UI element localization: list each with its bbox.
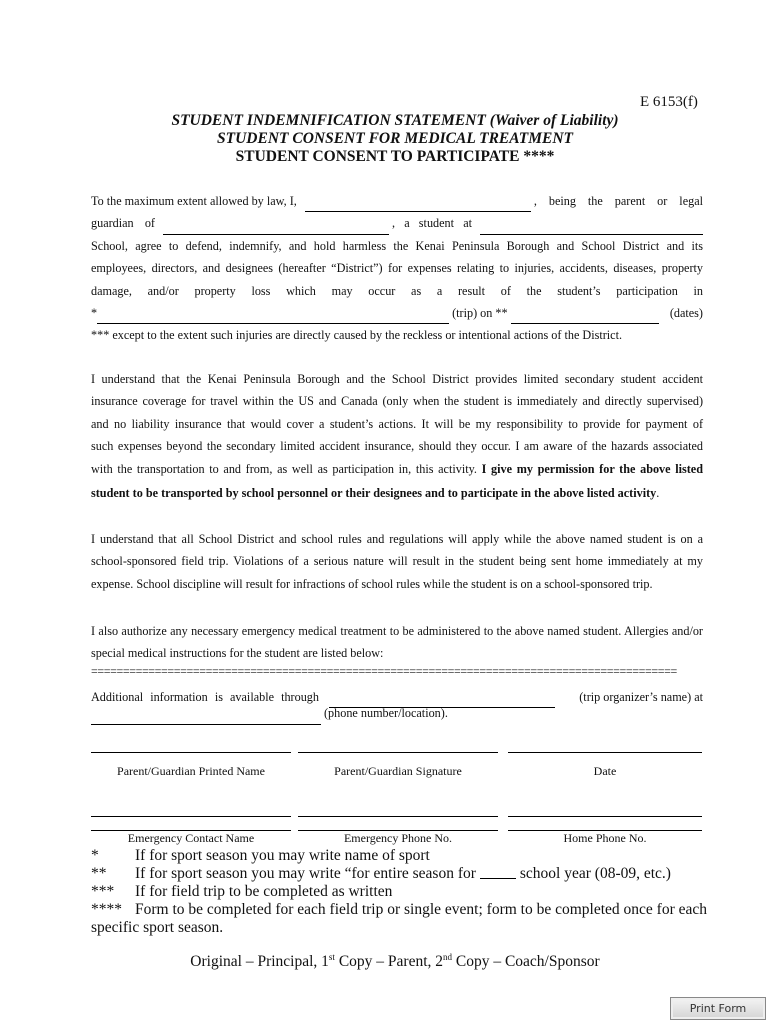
para2-line: and no liability insurance that would cover a student’s actions. It will be my responsibility to provide for payment of: [91, 416, 703, 431]
additional-text: (phone number/location).: [324, 706, 448, 721]
date-label: Date: [593, 764, 617, 778]
footnote-mark: **: [91, 865, 107, 882]
printed-name-line[interactable]: [91, 752, 291, 753]
medical-instructions-line[interactable]: ============================================================================================: [91, 664, 677, 678]
footnote-text: If for field trip to be completed as written: [135, 883, 393, 900]
indemnity-paragraph: [91, 190, 703, 347]
para2-line: such expenses beyond the secondary limited accident insurance, should they occur. I am aware of the hazards associated: [91, 439, 703, 454]
form-number: E 6153(f): [640, 94, 698, 110]
emergency-contact-line[interactable]: [91, 816, 291, 817]
signature-label: Parent/Guardian Signature: [334, 764, 462, 778]
home-phone-label: Home Phone No.: [508, 830, 702, 846]
title-medical-consent: STUDENT CONSENT FOR MEDICAL TREATMENT: [217, 130, 573, 147]
signature-line[interactable]: [298, 752, 498, 753]
rules-paragraph: I understand that all School District and school rules and regulations will apply while the above named student is on a school-sponsored field trip. Violations of a serious nature will result in the student being sent home immediately at my expense. School discipline will result for infractions of school rules while the student is on a school-sponsored trip.: [91, 532, 703, 591]
parent-name-field[interactable]: [305, 197, 531, 212]
para1-line: damage, and/or property loss which may occur as a result of the student’s participation in: [91, 283, 703, 298]
para1-text: *: [91, 305, 98, 320]
dates-field[interactable]: [511, 309, 659, 324]
footnote-text: Form to be completed for each field trip or single event; form to be completed once for each specific sport season.: [91, 901, 708, 936]
print-form-button[interactable]: Print Form: [670, 997, 766, 1020]
footnote-text: If for sport season you may write name of sport: [135, 847, 430, 864]
para2-text: with the transportation to and from, as well as participation in, this activity.: [91, 461, 477, 476]
para2-text: .: [656, 486, 660, 501]
para2-line: insurance coverage for travel within the US and Canada (only when the student is immediately and directly supervised): [91, 394, 703, 409]
permission-statement: I give my permission for the above listed: [481, 461, 703, 476]
title-participate-consent: STUDENT CONSENT TO PARTICIPATE ****: [235, 148, 555, 165]
para1-text: guardian of: [91, 216, 155, 231]
para1-text: , a student at: [392, 216, 472, 231]
para1-text: To the maximum extent allowed by law, I,: [91, 193, 297, 208]
permission-statement: student to be transported by school personnel or their designees and to participate in the above listed activity: [91, 486, 657, 501]
title-indemnification: STUDENT INDEMNIFICATION STATEMENT (Waiver of Liability): [171, 112, 619, 129]
footnote-text: school year (08-09, etc.): [519, 865, 671, 882]
school-year-blank: [480, 865, 516, 879]
para1-line: School, agree to defend, indemnify, and hold harmless the Kenai Peninsula Borough and School District and its: [91, 238, 703, 253]
insurance-paragraph: [91, 368, 703, 504]
date-line[interactable]: [508, 752, 702, 753]
additional-info: [91, 686, 703, 725]
additional-text: Additional information is available through: [91, 689, 319, 704]
copy-sup: st: [328, 952, 335, 962]
emergency-phone-line[interactable]: [298, 816, 498, 817]
para1-text: (trip) on **: [452, 305, 508, 320]
para1-line: *** except to the extent such injuries are directly caused by the reckless or intentional actions of the District.: [91, 328, 623, 343]
para2-line: I understand that the Kenai Peninsula Borough and the School District provides limited secondary student accident: [91, 372, 703, 386]
para1-line: employees, directors, and designees (hereafter “District”) for expenses relating to injuries, accidents, diseases, property: [91, 261, 703, 276]
footnote-mark: ***: [91, 883, 115, 900]
student-name-field[interactable]: [163, 220, 389, 235]
para1-text: , being the parent or legal: [533, 193, 703, 208]
phone-location-field[interactable]: [91, 710, 321, 725]
medical-paragraph: I also authorize any necessary emergency medical treatment to be administered to the above named student. Allergies and/or special medical instructions for the student are listed below:: [91, 624, 703, 661]
printed-name-label: Parent/Guardian Printed Name: [117, 764, 265, 778]
copy-text: Copy – Parent, 2: [334, 953, 443, 971]
emergency-phone-label: Emergency Phone No.: [298, 830, 498, 846]
school-name-field[interactable]: [480, 220, 703, 235]
footnote-text: If for sport season you may write “for entire season for: [135, 865, 476, 882]
additional-text: (trip organizer’s name) at: [579, 689, 703, 704]
para1-text: (dates): [669, 305, 703, 320]
footnote-mark: ****: [91, 901, 122, 918]
footnotes: [91, 847, 711, 937]
copy-sup: nd: [443, 952, 452, 962]
copy-distribution: [0, 952, 770, 971]
copy-text: Original – Principal, 1: [190, 953, 329, 971]
footnote-mark: *: [91, 847, 99, 864]
trip-field[interactable]: [97, 309, 449, 324]
emergency-contact-label: Emergency Contact Name: [91, 830, 291, 846]
home-phone-line[interactable]: [508, 816, 702, 817]
copy-text: Copy – Coach/Sponsor: [452, 953, 600, 971]
